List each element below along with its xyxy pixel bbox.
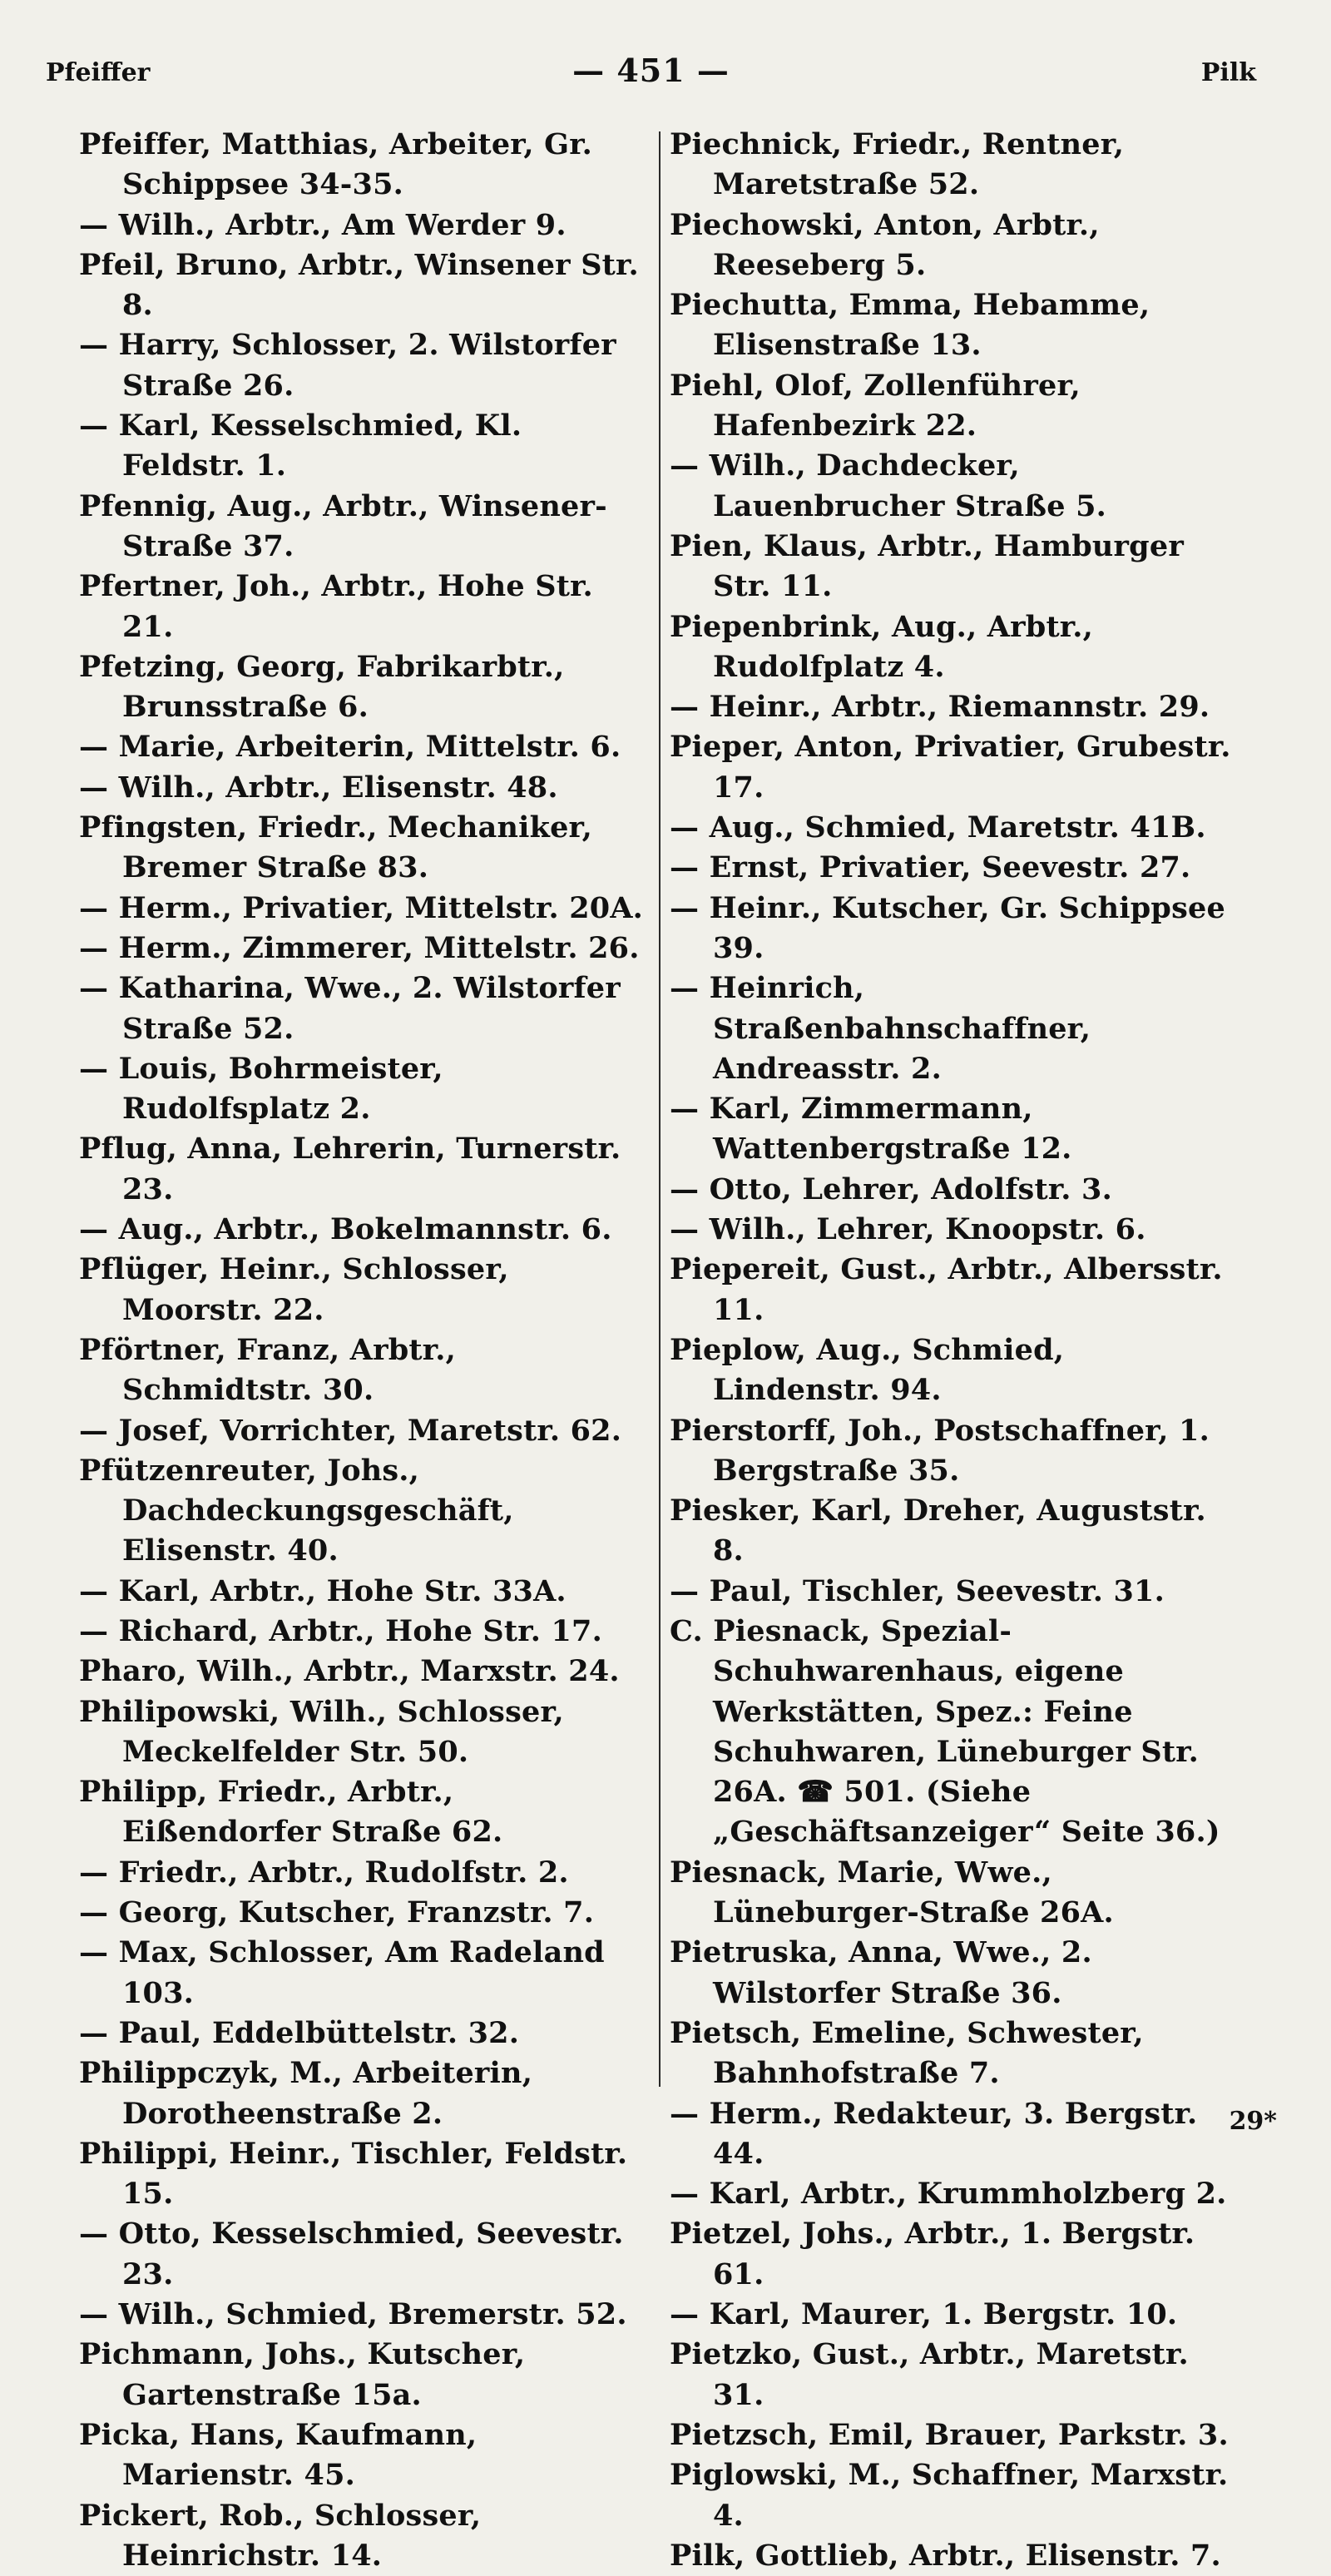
directory-entry: Piechutta, Emma, Hebamme, Elisenstraße 13.	[670, 288, 1150, 363]
directory-entry: — Wilh., Lehrer, Knoopstr. 6.	[670, 1212, 1146, 1247]
header-last-name: Pilk	[1200, 58, 1256, 87]
directory-entry: — Josef, Vorrichter, Maretstr. 62.	[79, 1413, 622, 1448]
directory-entry: Piepereit, Gust., Arbtr., Albersstr. 11.	[670, 1252, 1223, 1327]
directory-entry: — Herm., Redakteur, 3. Bergstr. 44.	[670, 2096, 1198, 2171]
directory-entry: Pierstorff, Joh., Postschaffner, 1. Bergstraße 35.	[670, 1413, 1210, 1488]
directory-entry: Pichmann, Johs., Kutscher, Gartenstraße 15a.	[79, 2337, 526, 2412]
directory-entry: — Wilh., Schmied, Bremerstr. 52.	[79, 2297, 627, 2332]
directory-entry: Piepenbrink, Aug., Arbtr., Rudolfplatz 4.	[670, 609, 1094, 684]
directory-entry: — Max, Schlosser, Am Radeland 103.	[79, 1935, 605, 2010]
directory-entry: Pietzel, Johs., Arbtr., 1. Bergstr. 61.	[670, 2217, 1195, 2291]
directory-entry: Philippi, Heinr., Tischler, Feldstr. 15.	[79, 2136, 628, 2212]
directory-entry: Philipp, Friedr., Arbtr., Eißendorfer Straße 62.	[79, 1775, 503, 1850]
directory-entry: — Louis, Bohrmeister, Rudolfsplatz 2.	[79, 1051, 443, 1127]
directory-entry: — Karl, Maurer, 1. Bergstr. 10.	[670, 2297, 1178, 2332]
directory-entry: Pförtner, Franz, Arbtr., Schmidtstr. 30.	[79, 1332, 456, 1408]
directory-entry: — Ernst, Privatier, Seevestr. 27.	[670, 850, 1191, 885]
header-first-name: Pfeiffer	[46, 58, 151, 87]
directory-entry: — Karl, Arbtr., Krummholzberg 2.	[670, 2177, 1227, 2212]
directory-entry: Piechowski, Anton, Arbtr., Reeseberg 5.	[670, 207, 1100, 282]
directory-entry: Piglowski, M., Schaffner, Marxstr. 4.	[670, 2458, 1229, 2533]
right-column	[663, 125, 1239, 2573]
directory-entry: — Herm., Privatier, Mittelstr. 20A.	[79, 890, 644, 925]
directory-entry: Pfennig, Aug., Arbtr., Winsener-Straße 37.	[79, 488, 607, 563]
directory-entry: — Wilh., Arbtr., Am Werder 9.	[79, 207, 567, 242]
left-column	[79, 125, 653, 2573]
directory-entry: Pietzsch, Emil, Brauer, Parkstr. 3.	[670, 2417, 1229, 2452]
directory-entry: — Wilh., Arbtr., Elisenstr. 48.	[79, 770, 558, 805]
directory-entry: Piesnack, Marie, Wwe., Lüneburger-Straße 26A.	[670, 1855, 1114, 1930]
directory-entry: Pfeil, Bruno, Arbtr., Winsener Str. 8.	[79, 247, 639, 323]
directory-entry: — Heinrich, Straßenbahnschaffner, Andreasstr. 2.	[670, 971, 1091, 1086]
directory-entry: Pflug, Anna, Lehrerin, Turnerstr. 23.	[79, 1132, 621, 1206]
directory-entry: Pilk, Gottlieb, Arbtr., Elisenstr. 7.	[670, 2538, 1221, 2573]
directory-entry: — Wilh., Dachdecker, Lauenbrucher Straße 5.	[670, 448, 1107, 523]
directory-columns	[79, 125, 1239, 2573]
column-divider	[659, 131, 661, 2087]
directory-entry: — Paul, Eddelbüttelstr. 32.	[79, 2015, 520, 2050]
directory-entry: Pietzko, Gust., Arbtr., Maretstr. 31.	[670, 2337, 1189, 2412]
directory-entry: — Karl, Arbtr., Hohe Str. 33A.	[79, 1573, 567, 1608]
directory-entry: Piechnick, Friedr., Rentner, Maretstraße 52.	[670, 127, 1125, 202]
directory-entry: Pieplow, Aug., Schmied, Lindenstr. 94.	[670, 1332, 1065, 1408]
page-header	[46, 43, 1256, 93]
directory-entry: — Paul, Tischler, Seevestr. 31.	[670, 1573, 1165, 1608]
directory-entry: — Katharina, Wwe., 2. Wilstorfer Straße 52.	[79, 971, 621, 1046]
directory-entry: Picka, Hans, Kaufmann, Marienstr. 45.	[79, 2417, 477, 2493]
directory-entry: Pflüger, Heinr., Schlosser, Moorstr. 22.	[79, 1252, 509, 1327]
directory-entry: — Marie, Arbeiterin, Mittelstr. 6.	[79, 730, 621, 765]
directory-entry: Pfertner, Joh., Arbtr., Hohe Str. 21.	[79, 569, 593, 644]
directory-entry: Pfetzing, Georg, Fabrikarbtr., Brunsstraße 6.	[79, 649, 565, 725]
directory-entry: Pharo, Wilh., Arbtr., Marxstr. 24.	[79, 1654, 620, 1689]
directory-entry: Piesker, Karl, Dreher, Auguststr. 8.	[670, 1494, 1206, 1568]
directory-entry: Pieper, Anton, Privatier, Grubestr. 17.	[670, 730, 1231, 805]
directory-entry: Pfeiffer, Matthias, Arbeiter, Gr. Schippsee 34-35.	[79, 127, 593, 202]
directory-entry: — Heinr., Arbtr., Riemannstr. 29.	[670, 690, 1210, 725]
directory-entry: — Friedr., Arbtr., Rudolfstr. 2.	[79, 1855, 569, 1890]
page-number: — 451 —	[572, 52, 730, 89]
directory-entry: Pietruska, Anna, Wwe., 2. Wilstorfer Straße 36.	[670, 1935, 1092, 2010]
sheet-signature: 29*	[1229, 2107, 1277, 2136]
directory-entry: — Aug., Arbtr., Bokelmannstr. 6.	[79, 1212, 612, 1247]
directory-entry: C. Piesnack, Spezial-Schuhwarenhaus, eigene Werkstätten, Spez.: Feine Schuhwaren, Lüneburger Str. 26A. ☎ 501. (Siehe „Geschäftsanzeiger“ Seite 36.)	[670, 1613, 1220, 1850]
directory-entry: Philippczyk, M., Arbeiterin, Dorotheenstraße 2.	[79, 2056, 533, 2131]
directory-entry: Philipowski, Wilh., Schlosser, Meckelfelder Str. 50.	[79, 1694, 564, 1769]
directory-entry: Pickert, Rob., Schlosser, Heinrichstr. 14.	[79, 2498, 482, 2573]
directory-entry: — Otto, Kesselschmied, Seevestr. 23.	[79, 2217, 624, 2291]
directory-entry: — Karl, Kesselschmied, Kl. Feldstr. 1.	[79, 409, 522, 483]
directory-entry: Pien, Klaus, Arbtr., Hamburger Str. 11.	[670, 528, 1184, 604]
directory-entry: Pfingsten, Friedr., Mechaniker, Bremer Straße 83.	[79, 810, 593, 885]
directory-entry: — Aug., Schmied, Maretstr. 41B.	[670, 810, 1206, 845]
directory-entry: — Harry, Schlosser, 2. Wilstorfer Straße 26.	[79, 328, 616, 403]
directory-entry: Piehl, Olof, Zollenführer, Hafenbezirk 22.	[670, 368, 1081, 443]
directory-entry: — Herm., Zimmerer, Mittelstr. 26.	[79, 930, 640, 965]
directory-entry: — Heinr., Kutscher, Gr. Schippsee 39.	[670, 890, 1225, 965]
directory-entry: Pfützenreuter, Johs., Dachdeckungsgeschäft, Elisenstr. 40.	[79, 1453, 514, 1568]
directory-entry: — Georg, Kutscher, Franzstr. 7.	[79, 1895, 595, 1930]
directory-entry: — Otto, Lehrer, Adolfstr. 3.	[670, 1172, 1112, 1206]
directory-entry: — Richard, Arbtr., Hohe Str. 17.	[79, 1613, 602, 1648]
directory-entry: Pietsch, Emeline, Schwester, Bahnhofstraße 7.	[670, 2015, 1144, 2091]
directory-entry: — Karl, Zimmermann, Wattenbergstraße 12.	[670, 1092, 1072, 1167]
